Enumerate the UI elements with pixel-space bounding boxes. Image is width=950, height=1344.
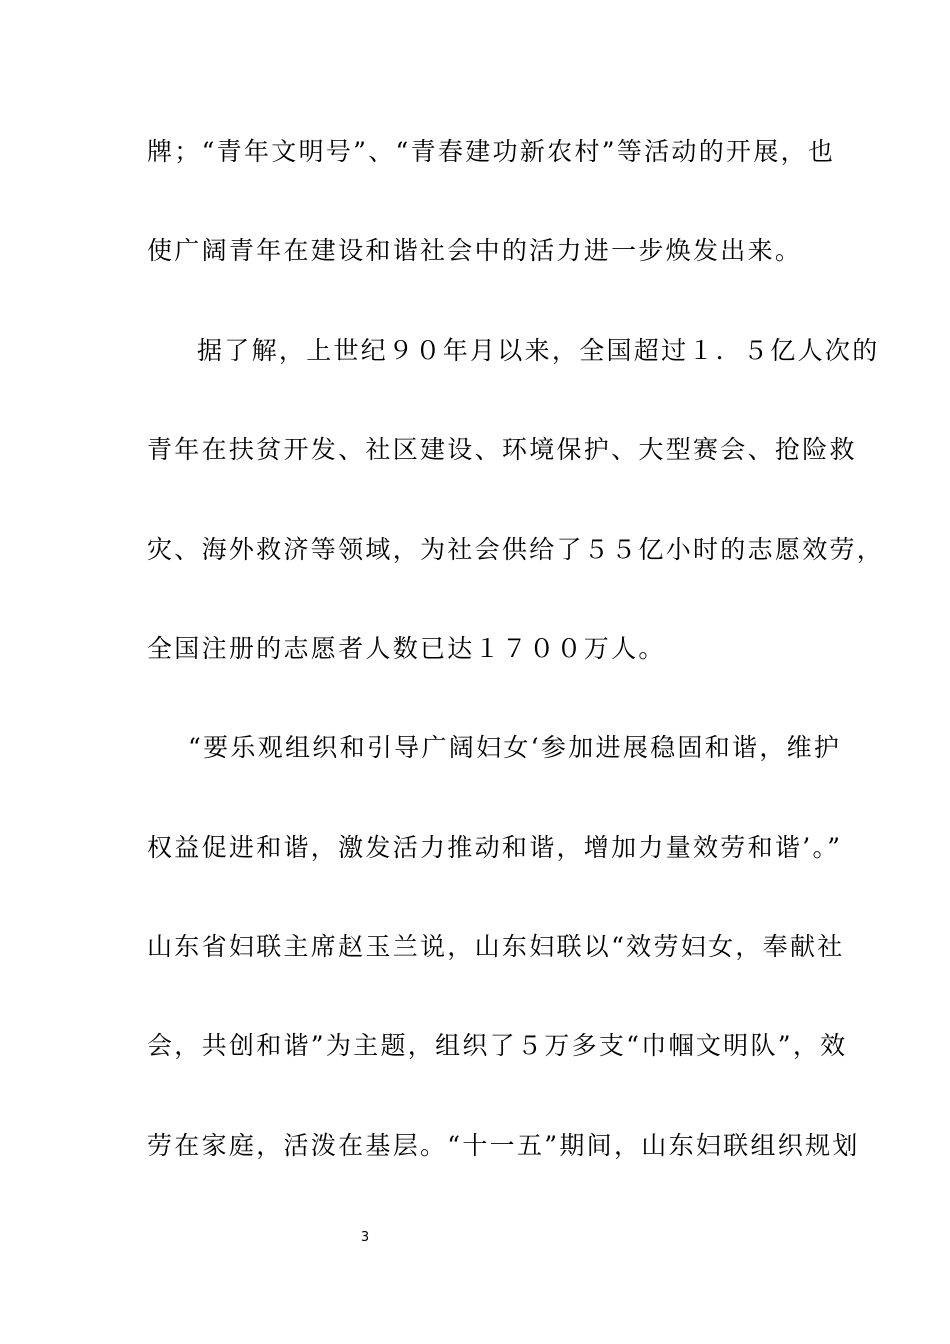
text-line-11: 劳在家庭，活泼在基层。“十一五”期间，山东妇联组织规划 — [147, 1131, 860, 1160]
text-line-5: 灾、海外救济等领域，为社会供给了５５亿小时的志愿效劳， — [147, 535, 885, 564]
text-line-8: 权益促进和谐，激发活力推动和谐，增加力量效劳和谐’。” — [147, 833, 843, 862]
text-line-6: 全国注册的志愿者人数已达１７００万人。 — [147, 634, 666, 663]
text-line-4: 青年在扶贫开发、社区建设、环境保护、大型赛会、抢险救 — [147, 435, 857, 464]
text-line-2: 使广阔青年在建设和谐社会中的活力进一步焕发出来。 — [147, 236, 803, 265]
text-line-1: 牌；“青年文明号”、“青春建功新农村”等活动的开展，也 — [147, 137, 836, 166]
text-line-9: 山东省妇联主席赵玉兰说，山东妇联以“效劳妇女，奉献社 — [147, 932, 845, 961]
text-line-10: 会，共创和谐”为主题，组织了５万多支“巾帼文明队”，效 — [147, 1031, 848, 1060]
text-line-3: 据了解，上世纪９０年月以来，全国超过１．５亿人次的 — [197, 336, 880, 365]
page-number: 3 — [360, 1230, 370, 1245]
text-line-7: “要乐观组织和引导广阔妇女‘参加进展稳固和谐，维护 — [188, 733, 842, 762]
